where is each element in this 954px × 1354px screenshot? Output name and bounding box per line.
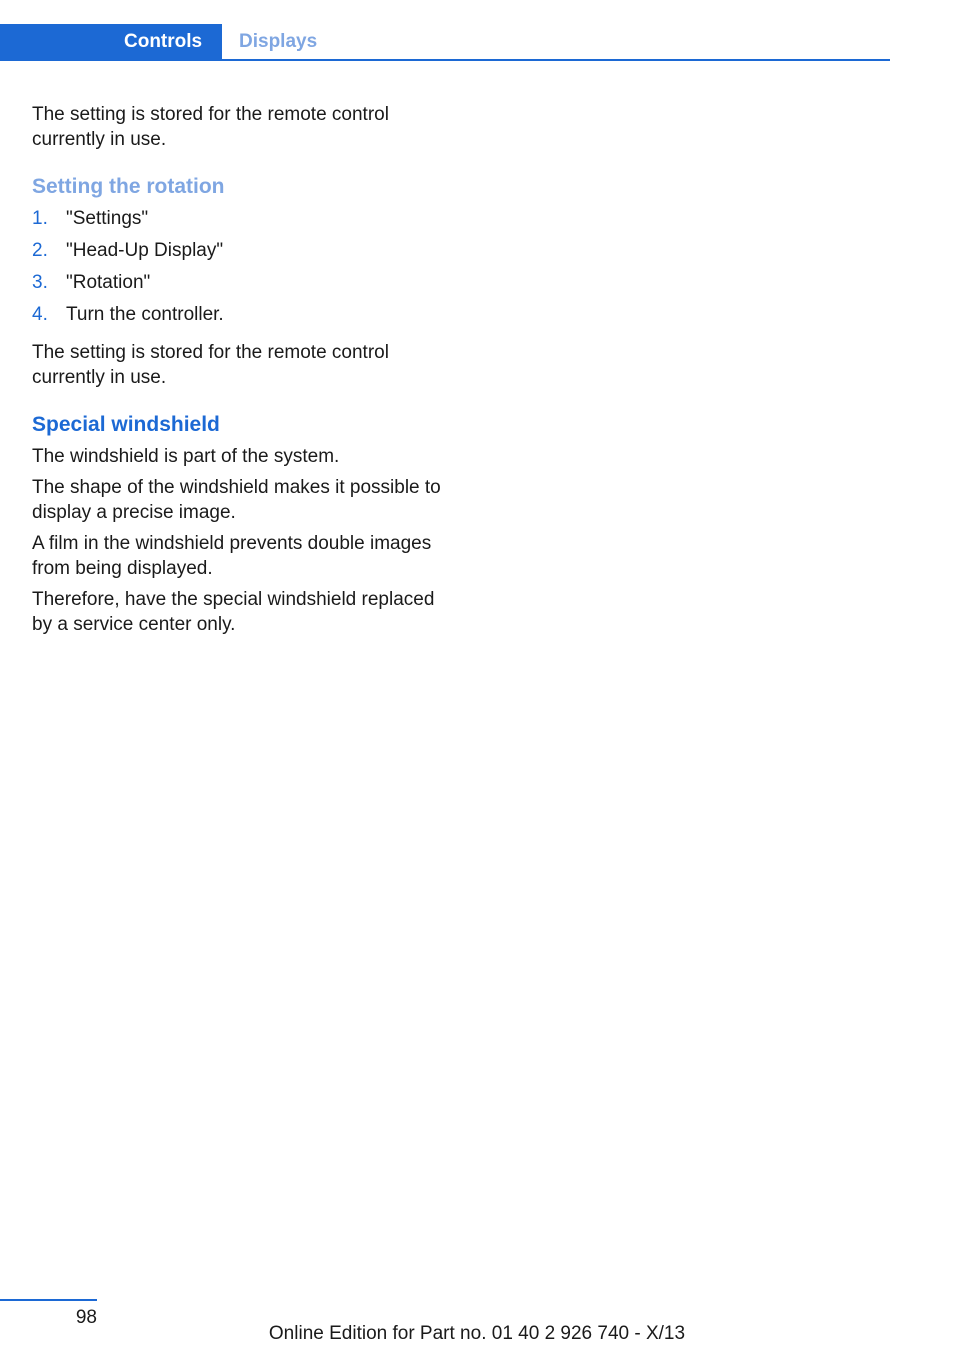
windshield-paragraph: The windshield is part of the system. [32,446,340,467]
step-number: 1. [32,208,48,229]
chapter-title: Displays [239,31,318,52]
step-number: 2. [32,240,48,261]
step-text: "Settings" [66,208,149,229]
section-title: Controls [124,31,203,52]
intro-paragraph: The setting is stored for the remote control currently in use. [32,104,389,150]
list-item [32,270,442,302]
step-text: "Head-Up Display" [66,240,224,261]
windshield-heading: Special windshield [32,413,220,436]
windshield-paragraph: The shape of the windshield makes it possible to display a precise image. [32,477,441,523]
header-rule [222,59,890,61]
main-content [32,102,442,643]
list-item [32,238,442,270]
page-number: 98 [75,1307,97,1328]
footer-rule [0,1299,97,1301]
step-number: 4. [32,304,48,325]
step-text: Turn the controller. [66,304,224,325]
rotation-heading: Setting the rotation [32,175,225,198]
step-text: "Rotation" [66,272,151,293]
step-number: 3. [32,272,48,293]
list-item [32,302,442,334]
rotation-steps [32,206,442,334]
edition-footer: Online Edition for Part no. 01 40 2 926 740 - X/13 [268,1323,686,1344]
rotation-note: The setting is stored for the remote control currently in use. [32,342,389,388]
list-item [32,206,442,238]
windshield-paragraph: Therefore, have the special windshield replaced by a service center only. [32,589,435,635]
windshield-paragraph: A film in the windshield prevents double images from being displayed. [32,533,432,579]
